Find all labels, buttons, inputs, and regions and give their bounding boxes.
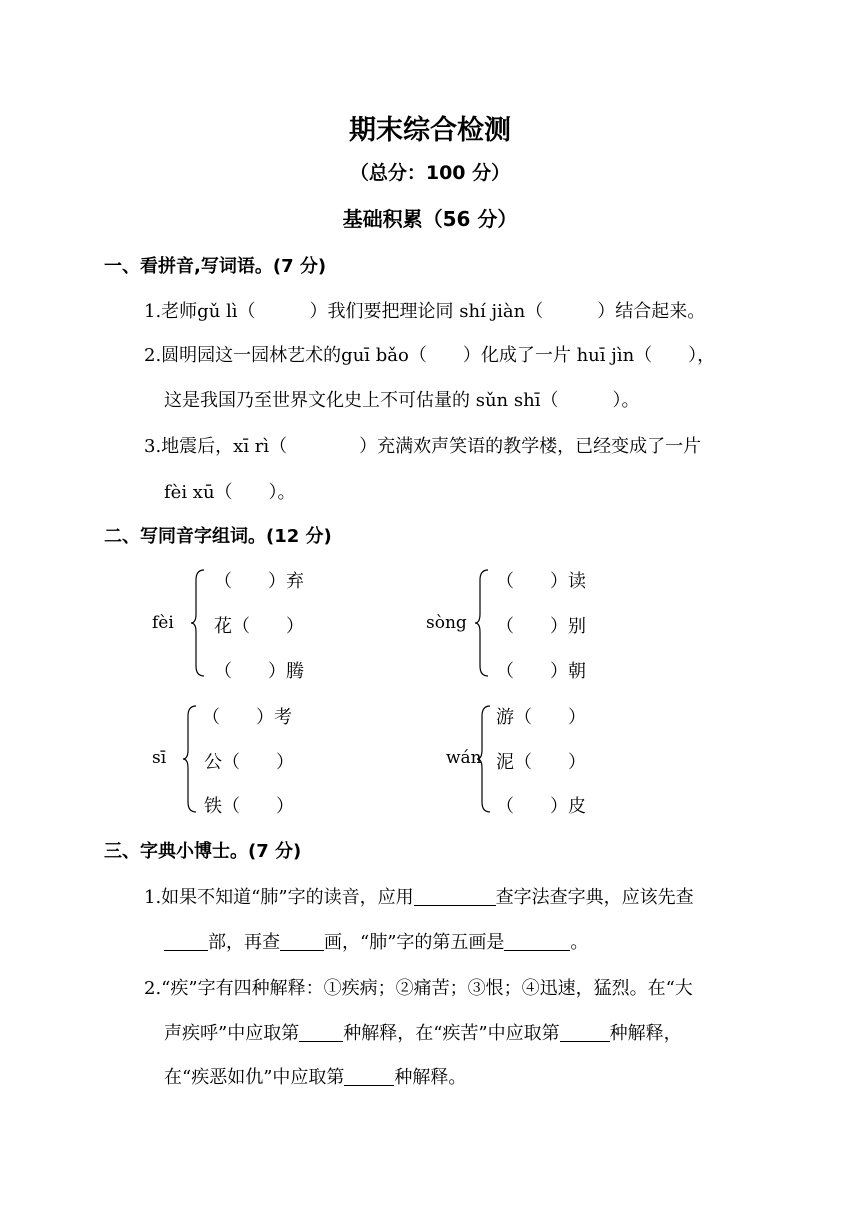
si-item-3: 铁（ ） — [204, 796, 294, 817]
s3-question-2b — [164, 1019, 682, 1045]
section-1-heading: 一、看拼音,写词语。(7 分) — [104, 256, 327, 277]
song-item-2: （ ）别 — [496, 616, 586, 637]
part-title: 基础积累（56 分） — [342, 207, 518, 231]
blank-stroke-count[interactable] — [280, 932, 324, 951]
pinyin-si: sī — [152, 748, 167, 768]
song-item-3: （ ）朝 — [496, 661, 586, 682]
s1-question-3b: fèi xū（ ）。 — [164, 482, 296, 503]
fei-item-2: 花（ ） — [214, 616, 304, 637]
s3-q2c-text-2: 种解释。 — [394, 1067, 467, 1088]
s3-q1b-text-3: 。 — [570, 932, 589, 953]
blank-fifth-stroke[interactable] — [504, 932, 570, 951]
blank-meaning-3[interactable] — [344, 1067, 394, 1086]
blank-meaning-2[interactable] — [560, 1023, 610, 1042]
wan-item-2: 泥（ ） — [496, 752, 586, 773]
pinyin-wan: wán — [446, 748, 482, 768]
brace-song — [474, 568, 490, 678]
blank-meaning-1[interactable] — [299, 1023, 343, 1042]
s3-question-2c — [164, 1063, 466, 1089]
s3-question-2a: 2.“疾”字有四种解释：①疾病；②痛苦；③恨；④迅速，猛烈。在“大 — [144, 978, 693, 999]
s1-question-3a: 3.地震后，xī rì（ ）充满欢声笑语的教学楼，已经变成了一片 — [144, 436, 702, 457]
s1-question-1: 1.老师gǔ lì（ ）我们要把理论同 shí jiàn（ ）结合起来。 — [144, 301, 706, 322]
wan-item-1: 游（ ） — [496, 707, 586, 728]
s3-q2b-text-2: 种解释，在“疾苦”中应取第 — [343, 1023, 560, 1044]
blank-lookup-method[interactable] — [414, 887, 496, 906]
blank-radical[interactable] — [164, 932, 208, 951]
fei-item-1: （ ）弃 — [214, 571, 304, 592]
brace-si — [182, 704, 198, 814]
total-score: （总分：100 分） — [349, 162, 511, 184]
s3-q1a-text-2: 查字法查字典，应该先查 — [495, 887, 694, 908]
wan-item-3: （ ）皮 — [496, 796, 586, 817]
section-3-heading: 三、字典小博士。(7 分) — [104, 841, 302, 862]
s3-q2c-text-1: 在“疾恶如仇”中应取第 — [164, 1067, 345, 1088]
s3-q2b-text-3: 种解释， — [609, 1023, 682, 1044]
section-2-heading: 二、写同音字组词。(12 分) — [104, 526, 332, 547]
song-item-1: （ ）读 — [496, 571, 586, 592]
s1-question-2a: 2.圆明园这一园林艺术的guī bǎo（ ）化成了一片 huī jìn（ ）， — [144, 345, 716, 366]
pinyin-fei: fèi — [152, 613, 174, 633]
si-item-1: （ ）考 — [202, 707, 292, 728]
page-title: 期末综合检测 — [349, 115, 511, 146]
pinyin-song: sòng — [426, 613, 467, 633]
brace-fei — [190, 568, 206, 678]
s3-q1b-text-1: 部，再查 — [208, 932, 280, 953]
s3-q2b-text-1: 声疾呼”中应取第 — [164, 1023, 300, 1044]
s3-question-1b — [164, 928, 588, 954]
s3-q1b-text-2: 画，“肺”字的第五画是 — [324, 932, 505, 953]
fei-item-3: （ ）腾 — [214, 661, 304, 682]
s1-question-2b: 这是我国乃至世界文化史上不可估量的 sǔn shī（ ）。 — [164, 390, 640, 411]
s3-question-1a — [144, 883, 694, 909]
si-item-2: 公（ ） — [204, 752, 294, 773]
brace-wan — [476, 704, 492, 814]
s3-q1a-text-1: 1.如果不知道“肺”字的读音，应用 — [144, 887, 414, 908]
